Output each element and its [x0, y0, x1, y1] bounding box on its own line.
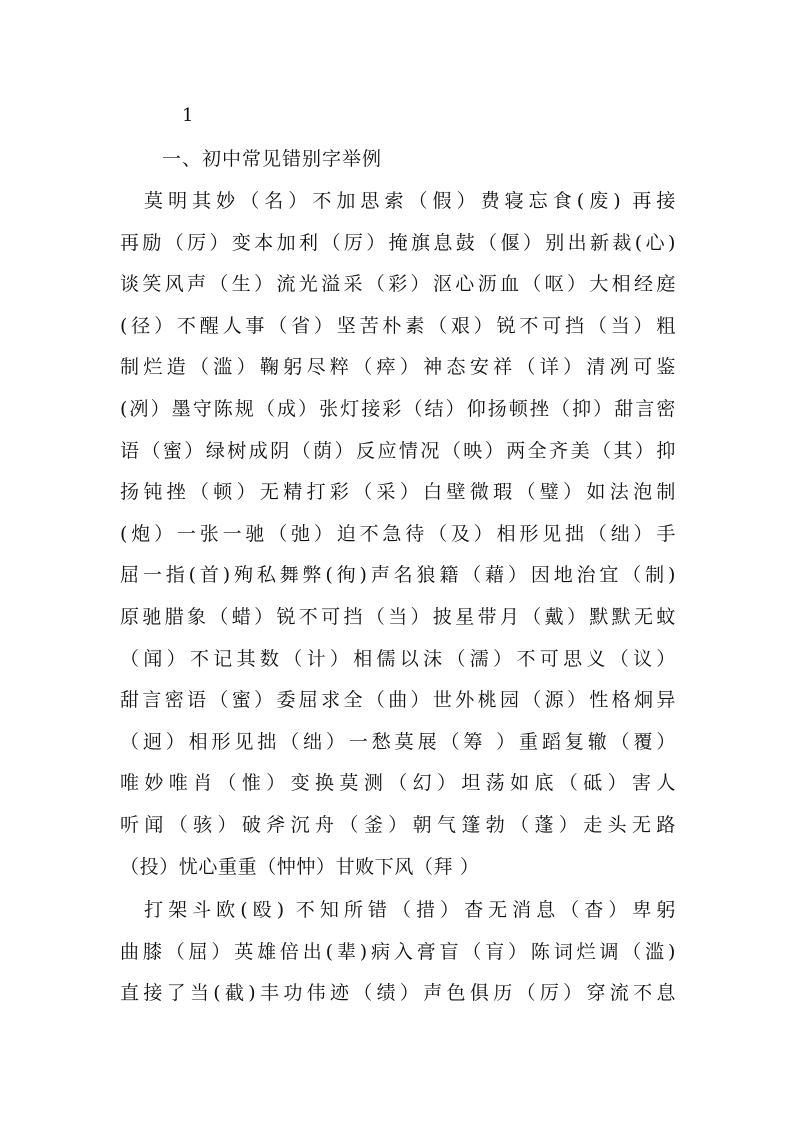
text-line: (炮）一张一驰（弛）迫不急待（及）相形见拙（绌）手	[120, 522, 676, 545]
text-line: 听闻（骇）破斧沉舟（釜）朝气篷勃（蓬）走头无路	[120, 813, 676, 836]
text-line: (冽）墨守陈规（成）张灯接彩（结）仰扬顿挫（抑）甜言密	[120, 397, 676, 420]
text-line: 莫明其妙（名）不加思索（假）费寝忘食(废) 再接	[120, 190, 676, 212]
text-line: （闻）不记其数（计）相儒以沫（濡）不可思义（议）	[120, 647, 676, 670]
text-line: 语（蜜）绿树成阴（荫）反应情况（映）两全齐美（其）抑	[120, 439, 676, 462]
page-number: 1	[182, 105, 194, 126]
text-line: 甜言密语（蜜）委屈求全（曲）世外桃园（源）性格炯异	[120, 689, 676, 712]
paragraph-common-typos-continued	[120, 893, 676, 1018]
text-line: 直接了当(截)丰功伟迹（绩）声色俱历（厉）穿流不息	[120, 982, 676, 1005]
text-line: 曲膝（屈）英雄倍出(辈)病入膏盲（肓）陈词烂调（滥)	[120, 940, 676, 963]
text-line: （投）忧心重重（忡忡）甘败下风（拜 ）	[120, 855, 480, 878]
text-line: 原驰腊象（蜡）锐不可挡（当）披星带月（戴）默默无蚊	[120, 605, 676, 628]
text-line: （迥）相形见拙（绌）一愁莫展（筹 ）重蹈复辙（覆）	[120, 730, 676, 753]
text-line: 唯妙唯肖（惟）变换莫测（幻）坦荡如底（砥）害人	[120, 772, 676, 795]
text-line: (径）不醒人事（省）坚苦朴素（艰）锐不可挡（当）粗	[120, 314, 676, 337]
text-line: 扬钝挫（顿）无精打彩（采）白壁微瑕（璧）如法泡制	[120, 481, 676, 504]
text-line: 制烂造（滥）鞠躬尽粹（瘁）神态安祥（详）清冽可鉴	[120, 356, 676, 379]
text-line: 打架斗欧(殴) 不知所错（措）杳无消息（杳）卑躬	[120, 899, 676, 921]
paragraph-common-typos	[120, 184, 676, 891]
section-heading: 一、初中常见错别字举例	[162, 148, 383, 170]
text-line: 谈笑风声（生）流光溢采（彩）沤心沥血（呕）大相经庭	[120, 273, 676, 296]
text-line: 再励（厉）变本加利（厉）掩旗息鼓（偃）别出新裁(心)	[120, 231, 676, 254]
text-line: 屈一指(首)殉私舞弊(徇)声名狼籍（藉）因地治宜（制)	[120, 564, 676, 587]
